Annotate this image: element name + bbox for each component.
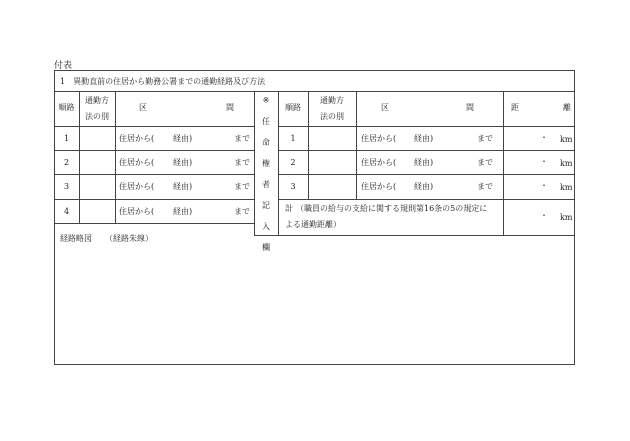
divider: [54, 126, 254, 127]
left-row-to: まで: [234, 134, 250, 143]
divider: [278, 174, 575, 175]
left-row-from: 住居から(: [119, 182, 155, 191]
left-row-from: 住居から(: [119, 158, 155, 167]
left-row-from: 住居から(: [119, 134, 155, 143]
left-row-to: まで: [234, 182, 250, 191]
left-row-num: 2: [63, 158, 70, 167]
header-method-right-1: 通勤方: [320, 96, 344, 105]
total-dot: ・: [540, 211, 548, 220]
right-row-unit: km: [560, 135, 573, 144]
header-method-right-2: 法の別: [320, 112, 344, 121]
divider: [278, 150, 575, 151]
right-row-dot: ・: [540, 181, 548, 190]
divider: [54, 223, 254, 224]
right-row-dot: ・: [540, 157, 548, 166]
header-order-left: 順路: [58, 103, 75, 112]
divider: [54, 199, 254, 200]
divider: [54, 91, 575, 92]
divider: [278, 126, 575, 127]
divider: [54, 174, 254, 175]
right-row-dot: ・: [540, 133, 548, 142]
left-row-via: 経由): [173, 182, 193, 191]
left-row-via: 経由): [173, 207, 193, 216]
right-row-via: 経由): [414, 158, 434, 167]
right-row-to: まで: [477, 134, 493, 143]
right-row-from: 住居から(: [361, 182, 397, 191]
divider: [54, 150, 254, 151]
header-section-b: 間: [226, 103, 234, 112]
vertical-label-char: 者: [262, 180, 270, 189]
right-row-unit: km: [560, 159, 573, 168]
route-map-drawing-area[interactable]: [56, 246, 573, 363]
divider: [356, 91, 357, 199]
left-row-num: 4: [63, 207, 70, 216]
right-row-via: 経由): [414, 182, 434, 191]
left-row-to: まで: [234, 207, 250, 216]
section-heading: 1 異動直前の住居から勤務公署までの通勤経路及び方法: [60, 77, 266, 86]
header-order-right: 順路: [285, 103, 301, 112]
vertical-label-char: 欄: [262, 243, 270, 252]
vertical-label-char: 命: [262, 138, 270, 147]
route-map-note: （経路朱線）: [105, 234, 153, 243]
header-method-left-2: 法の別: [85, 112, 109, 121]
total-note-line2: よる通勤距離）: [285, 220, 341, 229]
divider: [254, 235, 575, 236]
divider: [115, 91, 116, 223]
right-row-from: 住居から(: [361, 158, 397, 167]
left-row-to: まで: [234, 158, 250, 167]
marker-asterisk: ※: [262, 96, 270, 105]
total-label: 計: [285, 204, 293, 213]
right-row-to: まで: [477, 158, 493, 167]
total-unit: km: [560, 213, 573, 222]
left-row-num: 3: [63, 182, 70, 191]
header-distance-b: 離: [563, 103, 571, 112]
right-row-unit: km: [560, 183, 573, 192]
right-row-to: まで: [477, 182, 493, 191]
vertical-label-char: 権: [262, 159, 270, 168]
divider: [79, 91, 80, 223]
header-section-right-a: 区: [381, 103, 389, 112]
divider: [503, 91, 504, 235]
divider: [308, 91, 309, 199]
vertical-label-char: 任: [262, 117, 270, 126]
doc-title: 付表: [54, 61, 73, 71]
right-row-num: 1: [290, 134, 296, 143]
total-note-line1: （職員の給与の支給に関する規則第16条の5の規定に: [296, 204, 488, 213]
left-row-from: 住居から(: [119, 207, 155, 216]
header-section-right-b: 間: [466, 103, 474, 112]
route-map-label: 経路略図: [60, 234, 92, 243]
right-row-num: 2: [290, 158, 296, 167]
header-distance-a: 距: [511, 103, 519, 112]
header-method-left-1: 通勤方: [85, 96, 109, 105]
header-section-a: 区: [139, 103, 147, 112]
vertical-label-char: 入: [262, 222, 270, 231]
left-row-via: 経由): [173, 134, 193, 143]
left-row-num: 1: [63, 134, 70, 143]
right-row-via: 経由): [414, 134, 434, 143]
right-row-from: 住居から(: [361, 134, 397, 143]
vertical-label-char: 記: [262, 201, 270, 210]
divider: [278, 199, 575, 200]
vertical-label: [259, 111, 273, 258]
right-row-num: 3: [290, 182, 296, 191]
divider: [254, 91, 255, 235]
left-row-via: 経由): [173, 158, 193, 167]
